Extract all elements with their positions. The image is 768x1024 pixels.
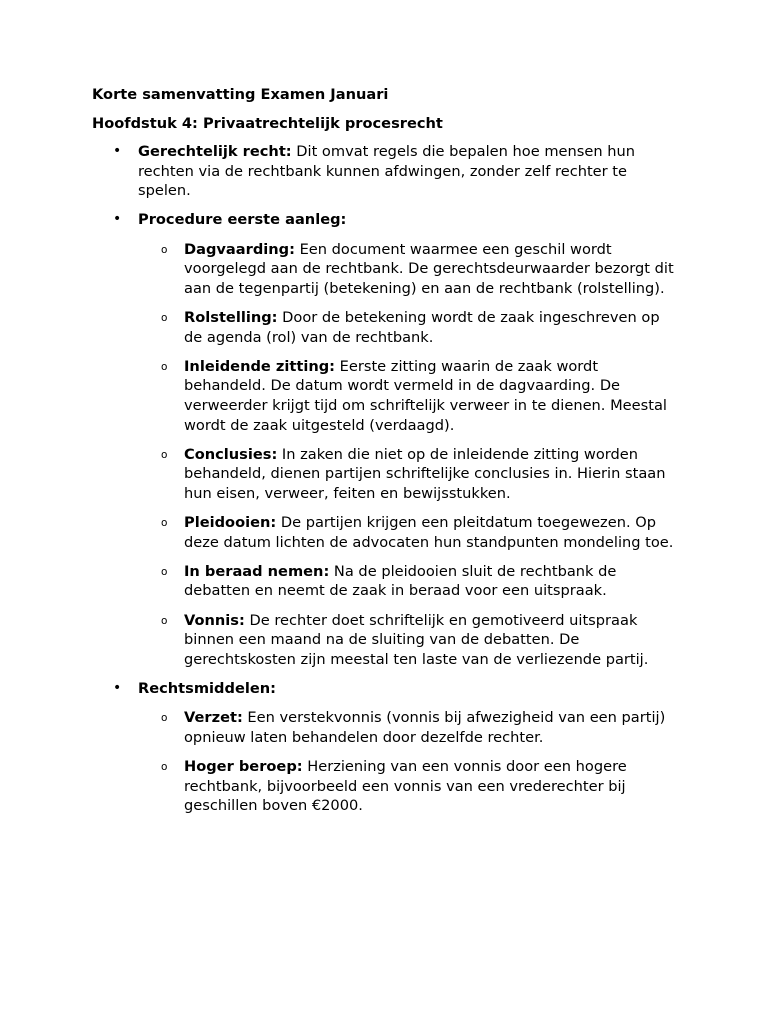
item-term: Procedure eerste aanleg: [138,211,347,229]
circle-bullet-icon: o [161,448,168,461]
circle-bullet-icon: o [161,311,168,324]
subitem-term: Hoger beroep: [184,757,303,775]
bullet-icon: • [113,143,122,159]
subitem-text: Herziening van een vonnis door een hogere rechtbank, bijvoorbeeld een vonnis van een vrederechter bij geschillen boven €2000. [184,757,627,815]
document-page [92,84,682,825]
sub-list-item [138,757,682,816]
chapter-heading: Hoofdstuk 4: Privaatrechtelijk procesrecht [92,115,443,132]
subitem-text: De partijen krijgen een pleitdatum toegewezen. Op deze datum lichten de advocaten hun standpunten mondeling toe. [184,514,674,551]
sub-list-item [138,611,682,670]
circle-bullet-icon: o [161,760,168,773]
list-item [92,679,682,816]
circle-bullet-icon: o [161,565,168,578]
sub-list-item [138,240,682,299]
subitem-term: Conclusies: [184,445,278,463]
document-title: Korte samenvatting Examen Januari [92,86,389,103]
subitem-term: Inleidende zitting: [184,357,336,375]
subitem-term: Vonnis: [184,611,245,629]
subitem-term: Dagvaarding: [184,240,295,258]
circle-bullet-icon: o [161,614,168,627]
item-term: Rechtsmiddelen: [138,680,276,697]
circle-bullet-icon: o [161,712,168,725]
sub-list [138,708,682,816]
circle-bullet-icon: o [161,360,168,373]
subitem-text: Door de betekening wordt de zaak ingeschreven op de agenda (rol) van de rechtbank. [184,308,660,346]
bullet-icon: • [113,211,122,228]
sub-list-item [138,445,682,504]
bullet-icon: • [113,680,122,696]
list-item [92,210,682,669]
subitem-text: In zaken die niet op de inleidende zitting worden behandeld, dienen partijen schriftelijke conclusies in. Hierin staan hun eisen, verweer, feiten en bewijsstukken. [184,445,666,502]
subitem-text: Een verstekvonnis (vonnis bij afwezigheid van een partij) opnieuw laten behandelen door dezelfde rechter. [184,709,666,746]
subitem-term: In beraad nemen: [184,562,330,580]
subitem-term: Rolstelling: [184,308,278,326]
subitem-text: Eerste zitting waarin de zaak wordt behandeld. De datum wordt vermeld in de dagvaarding. De verweerder krijgt tijd om schriftelijk verweer in te dienen. Meestal wordt de zaak uitgesteld (verdaagd). [184,357,667,434]
sub-list-item [138,357,682,435]
subitem-text: Een document waarmee een geschil wordt voorgelegd aan de rechtbank. De gerechtsdeurwaarder bezorgt dit aan de tegenpartij (betekening) en aan de rechtbank (rolstelling). [184,240,674,297]
subitem-term: Pleidooien: [184,514,277,532]
circle-bullet-icon: o [161,517,168,530]
item-term: Gerechtelijk recht: [138,143,292,160]
sub-list-item [138,708,682,747]
main-list [92,142,682,816]
sub-list-item [138,513,682,552]
list-item [92,142,682,201]
subitem-term: Verzet: [184,709,243,727]
item-text: Dit omvat regels die bepalen hoe mensen hun rechten via de rechtbank kunnen afdwingen, zonder zelf rechter te spelen. [138,143,635,200]
subitem-text: De rechter doet schriftelijk en gemotiveerd uitspraak binnen een maand na de sluiting van de debatten. De gerechtskosten zijn meestal ten laste van de verliezende partij. [184,611,649,668]
subitem-text: Na de pleidooien sluit de rechtbank de debatten en neemt de zaak in beraad voor een uitspraak. [184,562,617,600]
sub-list [138,240,682,670]
sub-list-item [138,562,682,601]
circle-bullet-icon: o [161,243,168,256]
sub-list-item [138,308,682,347]
